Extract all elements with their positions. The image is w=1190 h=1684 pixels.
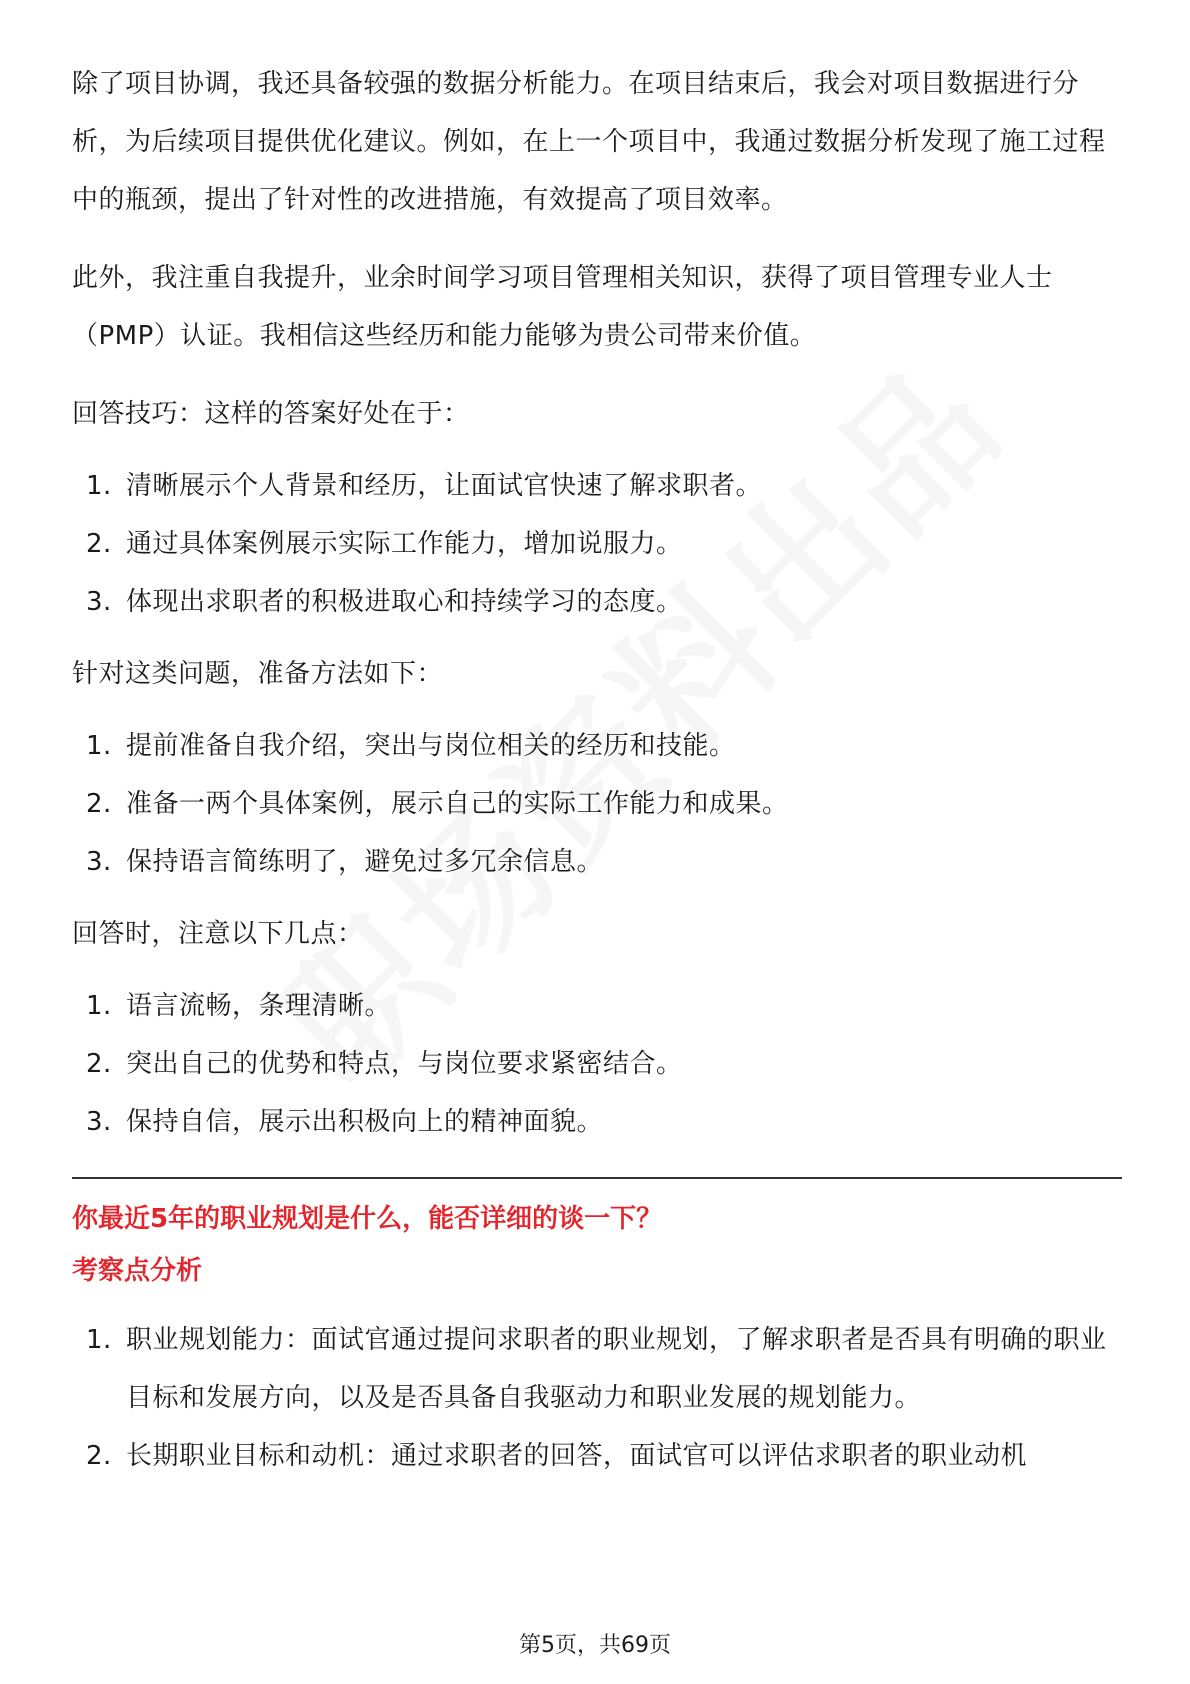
list-item: 1. 语言流畅，条理清晰。 <box>86 991 392 1021</box>
list-item: 2. 准备一两个具体案例，展示自己的实际工作能力和成果。 <box>86 789 789 819</box>
section-divider <box>72 1177 1122 1179</box>
list-item: 3. 保持自信，展示出积极向上的精神面貌。 <box>86 1107 604 1137</box>
list-item: 2. 突出自己的优势和特点，与岗位要求紧密结合。 <box>86 1049 683 1079</box>
list-item: 1. 职业规划能力：面试官通过提问求职者的职业规划，了解求职者是否具有明确的职业目标和发展方向，以及是否具备自我驱动力和职业发展的规划能力。 <box>86 1325 1107 1413</box>
list-item: 2. 通过具体案例展示实际工作能力，增加说服力。 <box>86 529 683 559</box>
paragraph-self-improvement: 此外，我注重自我提升，业余时间学习项目管理相关知识，获得了项目管理专业人士（PMP）认证。我相信这些经历和能力能够为贵公司带来价值。 <box>72 263 1053 351</box>
list-item: 1. 提前准备自我介绍，突出与岗位相关的经历和技能。 <box>86 731 736 761</box>
paragraph-data-analysis: 除了项目协调，我还具备较强的数据分析能力。在项目结束后，我会对项目数据进行分析，为后续项目提供优化建议。例如，在上一个项目中，我通过数据分析发现了施工过程中的瓶颈，提出了针对性的改进措施，有效提高了项目效率。 <box>72 69 1106 215</box>
answer-notes-list <box>72 977 1122 1151</box>
page-number-footer: 第5页，共69页 <box>519 1633 671 1658</box>
page-content <box>72 55 1122 1485</box>
list-item: 3. 体现出求职者的积极进取心和持续学习的态度。 <box>86 587 683 617</box>
list-item: 1. 清晰展示个人背景和经历，让面试官快速了解求职者。 <box>86 471 763 501</box>
answer-benefits-list <box>72 457 1122 631</box>
list-item: 2. 长期职业目标和动机：通过求职者的回答，面试官可以评估求职者的职业动机 <box>86 1441 1028 1471</box>
paragraph-notes: 回答时，注意以下几点： <box>72 919 364 949</box>
paragraph-preparation: 针对这类问题，准备方法如下： <box>72 659 444 689</box>
preparation-methods-list <box>72 717 1122 891</box>
analysis-points-list <box>72 1311 1122 1485</box>
paragraph-answer-tips: 回答技巧：这样的答案好处在于： <box>72 399 470 429</box>
list-item: 3. 保持语言简练明了，避免过多冗余信息。 <box>86 847 604 877</box>
analysis-subtitle: 考察点分析 <box>72 1256 203 1286</box>
question-title: 你最近5年的职业规划是什么，能否详细的谈一下？ <box>72 1204 663 1234</box>
